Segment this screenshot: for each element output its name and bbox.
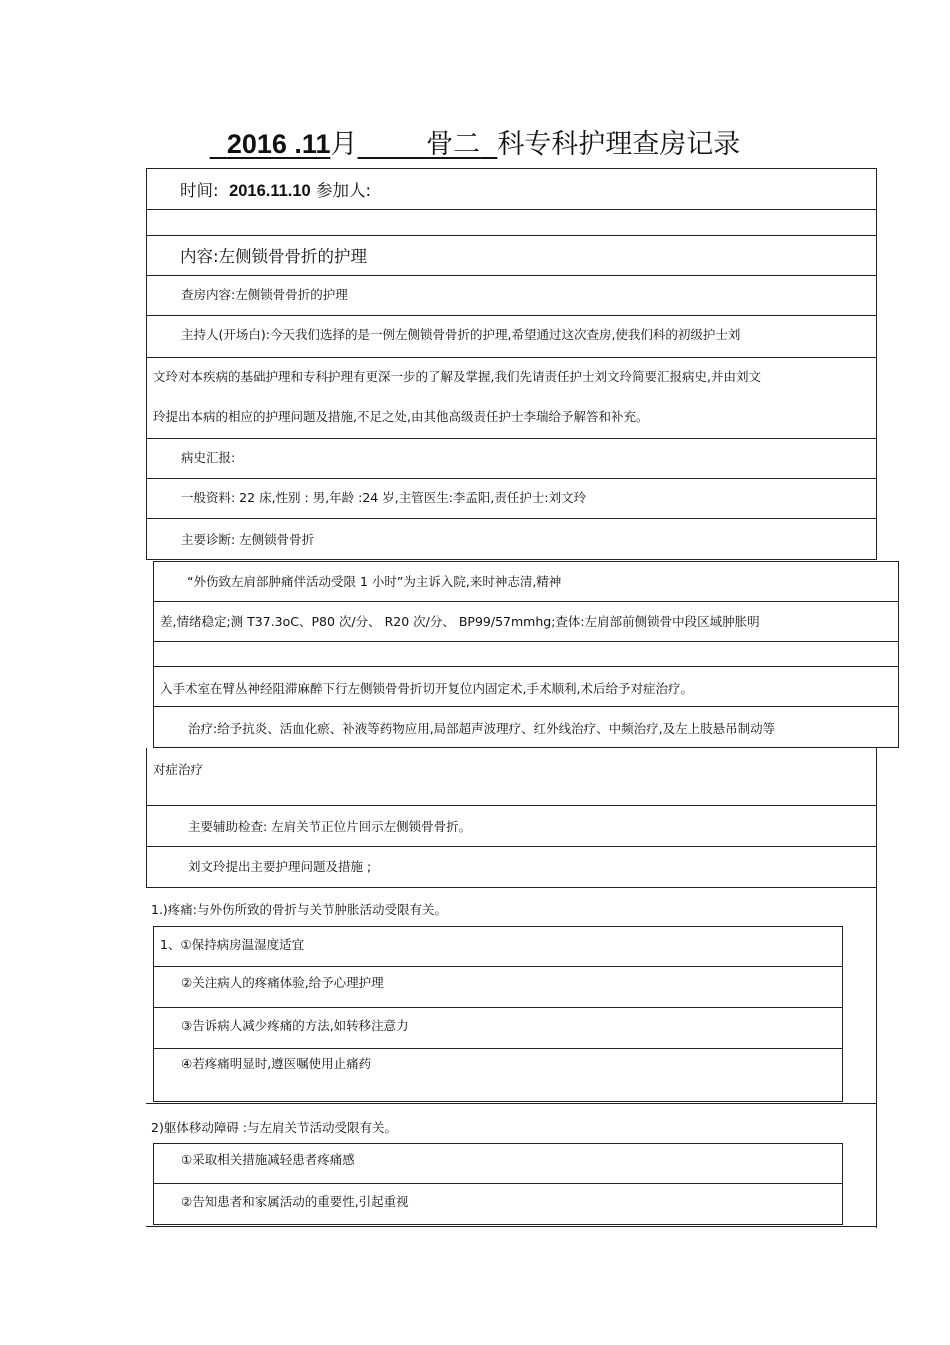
content-heading: 内容:左侧锁骨骨折的护理 — [180, 247, 368, 266]
problem1-item: ③告诉病人减少疼痛的方法,如转移注意力 — [181, 1018, 409, 1033]
host-intro-line-2: 文玲对本疾病的基础护理和专科护理有更深一步的了解及掌握,我们先请责任护士刘文玲简要汇报病史,并由刘文 — [153, 369, 761, 384]
time-value: 2016.11.10 — [229, 182, 311, 200]
participants-label: 参加人: — [315, 181, 372, 200]
host-intro-line-3: 玲提出本病的相应的护理问题及措施,不足之处,由其他高级责任护士李瑞给予解答和补充。 — [153, 409, 649, 424]
treatment-line-1: 治疗:给予抗炎、活血化瘀、补液等药物应用,局部超声波理疗、红外线治疗、中频治疗,及左上肢悬吊制动等 — [188, 721, 776, 736]
problem1-heading: 1.)疼痛:与外伤所致的骨折与关节肿胀活动受限有关。 — [151, 902, 448, 917]
time-label: 时间: — [180, 181, 219, 200]
general-info: 一般资料: 22 床,性别 : 男,年龄 :24 岁,主管医生:李孟阳,责任护士:刘文玲 — [181, 490, 587, 505]
title-department: 骨二 — [426, 129, 481, 160]
page-title — [0, 124, 950, 165]
problem1-item: 1、①保持病房温湿度适宜 — [160, 937, 305, 952]
problem2-heading: 2)躯体移动障碍 :与左肩关节活动受限有关。 — [151, 1120, 398, 1135]
problem2-item: ①采取相关措施减轻患者疼痛感 — [181, 1152, 355, 1167]
time-row — [180, 177, 371, 201]
surgery-note: 入手术室在臂丛神经阻滞麻醉下行左侧锁骨骨折切开复位内固定术,手术顺利,术后给予对症治疗。 — [160, 681, 693, 696]
round-content: 查房内容:左侧锁骨骨折的护理 — [181, 287, 348, 302]
history-label: 病史汇报: — [181, 450, 236, 465]
main-diagnosis: 主要诊断: 左侧锁骨骨折 — [181, 532, 315, 547]
problem2-item: ②告知患者和家属活动的重要性,引起重视 — [181, 1194, 409, 1209]
host-intro-line-1: 主持人(开场白):今天我们选择的是一例左侧锁骨骨折的护理,希望通过这次查房,使我们科的初级护士刘 — [181, 327, 741, 342]
problem1-item: ②关注病人的疼痛体验,给予心理护理 — [181, 975, 384, 990]
nursing-intro: 刘文玲提出主要护理问题及措施 ; — [188, 859, 372, 874]
title-suffix: 科专科护理查房记录 — [497, 129, 741, 160]
problem1-item: ④若疼痛明显时,遵医嘱使用止痛药 — [181, 1056, 372, 1071]
treatment-line-2: 对症治疗 — [153, 762, 204, 777]
auxiliary-exam: 主要辅助检查: 左肩关节正位片回示左侧锁骨骨折。 — [188, 819, 472, 834]
title-year-month: 2016 .11 — [226, 129, 331, 159]
title-month-char: 月 — [330, 129, 358, 160]
complaint-line-1: “外伤致左肩部肿痛伴活动受限 1 小时”为主诉入院,来时神志清,精神 — [187, 574, 562, 589]
complaint-line-2: 差,情绪稳定;测 T37.3oC、P80 次/分、 R20 次/分、 BP99/57mmhg;查体:左肩部前侧锁骨中段区域肿胀明 — [160, 614, 760, 629]
